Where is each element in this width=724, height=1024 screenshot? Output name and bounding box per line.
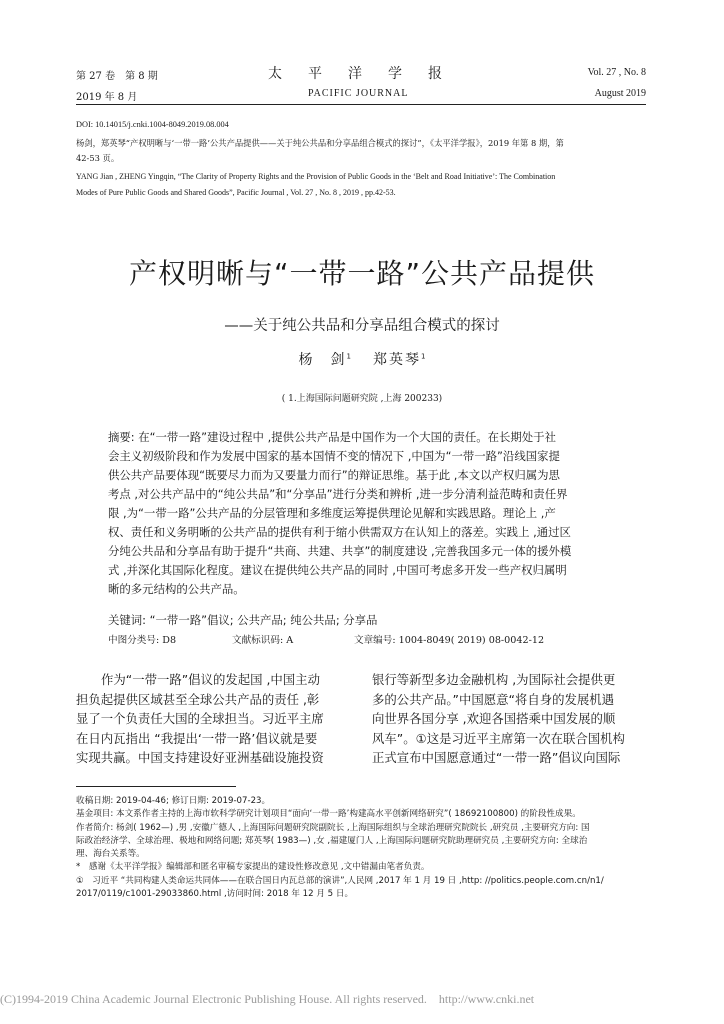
- volume-en: Vol. 27 , No. 8: [587, 67, 646, 78]
- abstract-line: 考点 ,对公共产品中的“纯公共品”和“分享品”进行分类和辨析 ,进一步分清利益范畴和责任界: [108, 487, 568, 501]
- article-title: 产权明晰与“一带一路”公共产品提供: [128, 257, 595, 290]
- citation-en-line1: YANG Jian , ZHENG Yingqin, “The Clarity of Property Rights and the Provision of Public Goods in the ‘Belt and Road Initiative’: The Combination: [76, 172, 556, 181]
- body-line: 实现共赢。中国支持建设好亚洲基础设施投资: [76, 750, 324, 766]
- keywords: 关键词: “一带一路”倡议; 公共产品; 纯公共品; 分享品: [108, 613, 378, 627]
- footnote-reference-1: ① 习近平 “共同构建人类命运共同体——在联合国日内瓦总部的演讲”,人民网 ,2017 年 1 月 19 日 ,http: //politics.people.com.cn/n1/: [76, 875, 604, 886]
- body-line: 风车”。①这是习近平主席第一次在联合国机构: [372, 730, 625, 746]
- body-line: 在日内瓦指出 “我提出‘一带一路’倡议就是要: [76, 730, 318, 746]
- citation-zh-line1: 杨剑，郑英琴“产权明晰与‘一带一路’公共产品提供——关于纯公共品和分享品组合模式的探讨”，《太平洋学报》，2019 年第 8 期，第: [76, 138, 564, 148]
- body-right-column: [372, 670, 648, 768]
- author-zheng-yingqin: 郑英琴: [373, 352, 421, 368]
- author1-affil-mark: 1: [346, 352, 351, 361]
- author-yang-jian: 杨 剑: [298, 352, 347, 368]
- article-subtitle: ——关于纯公共品和分享品组合模式的探讨: [224, 318, 500, 334]
- body-line: 多的公共产品。”中国愿意“将自身的发展机遇: [372, 691, 615, 707]
- citation-en-line2: Modes of Pure Public Goods and Shared Goods”, Pacific Journal , Vol. 27 , No. 8 , 2019 , pp.42-53.: [76, 188, 396, 197]
- authors: [0, 349, 724, 369]
- footnote-author-bio-cont: 际政治经济学、全球治理、极地和网络问题; 郑英琴( 1983—) ,女 ,福建厦门人 ,上海国际问题研究院助理研究员 ,主要研究方向: 全球治: [76, 835, 588, 846]
- body-line: 显了一个负责任大国的全球担当。习近平主席: [76, 711, 324, 727]
- affiliation: ( 1.上海国际问题研究院 ,上海 200233): [281, 394, 443, 404]
- article-number: 文章编号: 1004-8049( 2019) 08-0042-12: [354, 635, 545, 646]
- doi: DOI: 10.14015/j.cnki.1004-8049.2019.08.004: [76, 120, 229, 129]
- abstract-line: 晰的多元结构的公共产品。: [108, 582, 245, 596]
- journal-title-en: PACIFIC JOURNAL: [308, 88, 409, 99]
- clc-number: 中图分类号: D8: [108, 635, 177, 646]
- abstract-line: 限 ,为“一带一路”公共产品的分层管理和多维度运筹提供理论见解和实践思路。理论上 ,产: [108, 506, 556, 520]
- footnotes: [76, 795, 648, 901]
- citation-zh-line2: 42-53 页。: [76, 153, 120, 163]
- date-en: August 2019: [594, 88, 646, 99]
- footnote-funding: 基金项目: 本文系作者主持的上海市软科学研究计划项目“面向‘一带一路’构建高水平创新网络研究”( 18692100800) 的阶段性成果。: [76, 809, 581, 820]
- abstract-line: 权、责任和义务明晰的公共产品的提供有利于缩小供需双方在认知上的落差。实践上 ,通过区: [108, 525, 571, 539]
- abstract-line: 会主义初级阶段和作为发展中国家的基本国情不变的情况下 ,中国为“一带一路”沿线国家提: [108, 449, 560, 463]
- issue-date: 2019 年 8 月: [76, 92, 138, 103]
- body-left-column: [76, 670, 352, 768]
- abstract-line: 摘要: 在“一带一路”建设过程中 ,提供公共产品是中国作为一个大国的责任。在长期处于社: [108, 430, 556, 444]
- copyright-footer: (C)1994-2019 China Academic Journal Electronic Publishing House. All rights reserved. http://www.cnki.net: [0, 992, 535, 1006]
- abstract-line: 供公共产品要体现“既要尽力而为又要量力而行”的辩证思维。基于此 ,本文以产权归属为思: [108, 468, 560, 482]
- volume-issue: 第 27 卷 第 8 期: [76, 71, 158, 82]
- header-rule: [76, 104, 646, 105]
- footnote-received: 收稿日期: 2019-04-46; 修订日期: 2019-07-23。: [76, 796, 271, 806]
- footnote-acknowledgement: * 感谢《太平洋学报》编辑部和匿名审稿专家提出的建设性修改意见 ,文中错漏由笔者负责。: [76, 862, 430, 873]
- footnote-author-bio-cont: 理、海台关系等。: [76, 849, 145, 860]
- body-line: 正式宣布中国愿意通过“一带一路”倡议向国际: [372, 750, 621, 766]
- body-line: 担负起提供区域甚至全球公共产品的责任 ,彰: [76, 691, 320, 707]
- abstract-line: 分纯公共品和分享品有助于提升“共商、共建、共享”的制度建设 ,完善我国多元一体的援外模: [108, 544, 572, 558]
- journal-title-zh: 太平洋学报: [268, 66, 468, 82]
- document-code: 文献标识码: A: [232, 635, 294, 646]
- body-line: 银行等新型多边金融机构 ,为国际社会提供更: [372, 672, 616, 687]
- abstract-line: 式 ,并深化其国际化程度。建议在提供纯公共产品的同时 ,中国可考虑多开发一些产权归属明: [108, 563, 567, 577]
- footnote-author-bio: 作者简介: 杨剑( 1962—) ,男 ,安徽广德人 ,上海国际问题研究院副院长 ,上海国际组织与全球治理研究院院长 ,研究员 ,主要研究方向: 国: [76, 822, 590, 833]
- footnote-rule: [76, 786, 236, 787]
- author2-affil-mark: 1: [421, 352, 426, 361]
- abstract: [108, 428, 628, 599]
- body-line: 作为“一带一路”倡议的发起国 ,中国主动: [101, 672, 320, 687]
- footnote-reference-1-cont: 2017/0119/c1001-29033860.html ,访问时间: 2018 年 12 月 5 日。: [76, 889, 354, 900]
- body-line: 向世界各国分享 ,欢迎各国搭乘中国发展的顺: [372, 711, 616, 727]
